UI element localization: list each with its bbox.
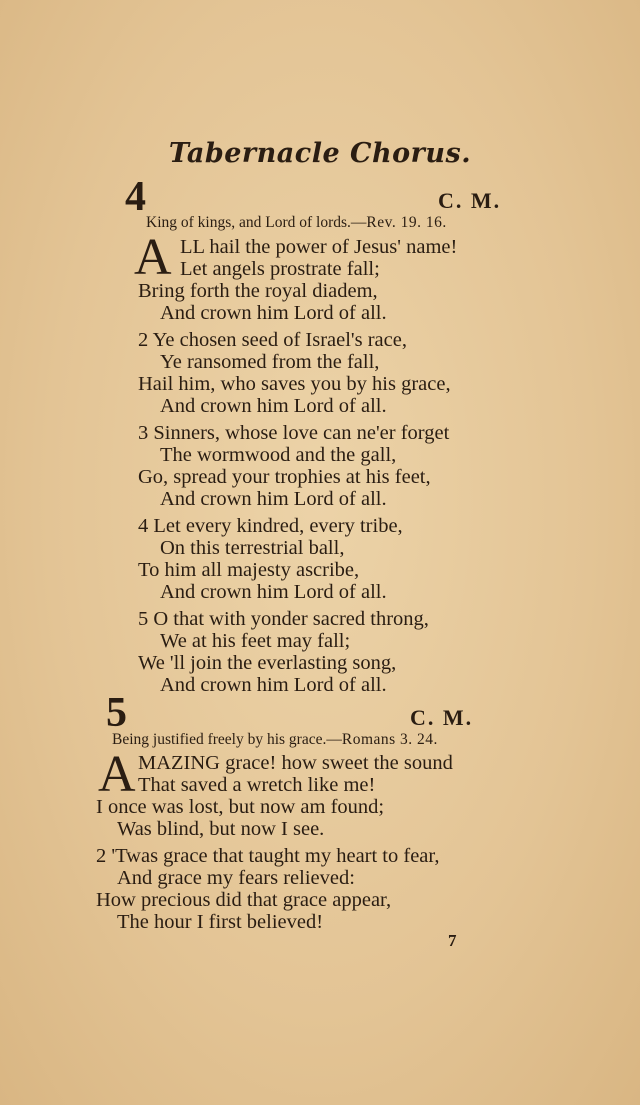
epigraph-text: King of kings, and Lord of lords.— (146, 214, 367, 231)
verse-line: MAZING grace! how sweet the sound (138, 752, 453, 774)
drop-cap: A (134, 229, 172, 286)
verse-line: Let angels prostrate fall; (180, 258, 380, 280)
verse-line: The hour I first believed! (117, 911, 324, 933)
verse-line: And crown him Lord of all. (160, 395, 387, 417)
verse-line: And crown him Lord of all. (160, 302, 387, 324)
epigraph-reference: Rev. 19. 16. (366, 214, 447, 231)
verse-line: 4 Let every kindred, every tribe, (138, 515, 403, 537)
verse-line: Bring forth the royal diadem, (138, 280, 378, 302)
hymn-epigraph (146, 214, 447, 232)
verse-line: That saved a wretch like me! (138, 774, 376, 796)
verse-line: How precious did that grace appear, (96, 889, 392, 911)
verse-line: And crown him Lord of all. (160, 674, 387, 696)
verse-line: Ye ransomed from the fall, (160, 351, 380, 373)
hymn-number: 5 (106, 690, 127, 736)
page-number: 7 (448, 931, 457, 950)
verse-line: And crown him Lord of all. (160, 581, 387, 603)
verse-line: On this terrestrial ball, (160, 537, 345, 559)
verse-line: And grace my fears relieved: (117, 867, 355, 889)
verse-line: We at his feet may fall; (160, 630, 351, 652)
verse-line: I once was lost, but now am found; (96, 796, 385, 818)
verse-line: And crown him Lord of all. (160, 488, 387, 510)
verse-line: 5 O that with yonder sacred throng, (138, 608, 429, 630)
hymn-meter: C. M. (438, 188, 502, 213)
hymn-number: 4 (125, 174, 146, 220)
drop-cap: A (98, 746, 136, 803)
hymn-meter: C. M. (410, 705, 474, 730)
verse-line: Was blind, but now I see. (117, 818, 325, 840)
verse-line: 2 Ye chosen seed of Israel's race, (138, 329, 407, 351)
verse-line: To him all majesty ascribe, (138, 559, 360, 581)
verse-line: The wormwood and the gall, (160, 444, 397, 466)
hymn-epigraph (112, 731, 438, 749)
page-title: Tabernacle Chorus. (168, 138, 472, 169)
verse-line: LL hail the power of Jesus' name! (180, 236, 458, 258)
verse-line: We 'll join the everlasting song, (138, 652, 397, 674)
verse-line: 3 Sinners, whose love can ne'er forget (138, 422, 450, 444)
verse-line: 2 'Twas grace that taught my heart to fear, (96, 845, 440, 867)
epigraph-text: Being justified freely by his grace.— (112, 731, 342, 748)
verse-line: Go, spread your trophies at his feet, (138, 466, 431, 488)
epigraph-reference: Romans 3. 24. (341, 731, 438, 748)
verse-line: Hail him, who saves you by his grace, (138, 373, 451, 395)
